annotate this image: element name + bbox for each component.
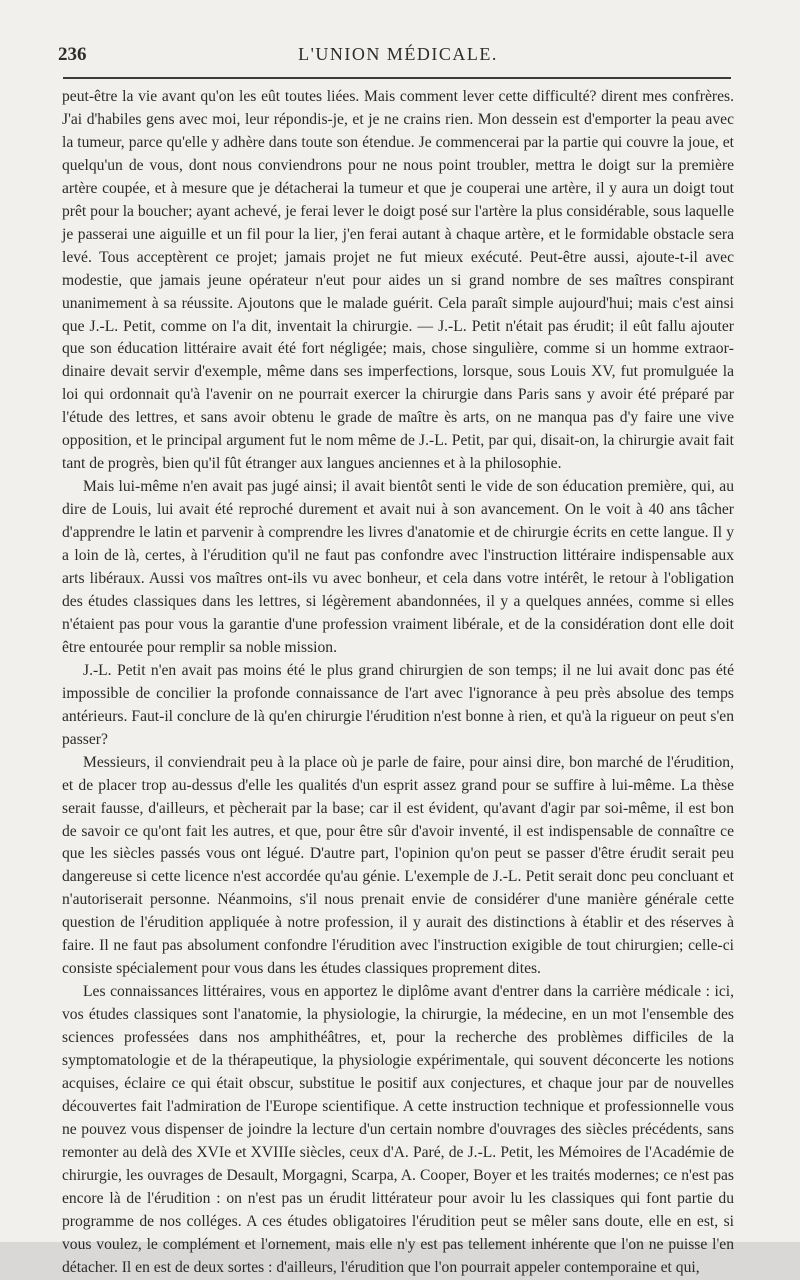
paragraph: J.-L. Petit n'en avait pas moins été le plus grand chirurgien de son temps; il ne lui avait donc pas été impossible de concilier la profonde connaissance de l'art avec l'ignorance à peu près absolue des temps antérieurs. Faut-il conclure de là qu'en chirurgie l'érudition n'est bonne à rien, et qu'à la rigueur on peut s'en passer? [62, 661, 734, 748]
paragraph: Messieurs, il conviendrait peu à la place où je parle de faire, pour ainsi dire, bon marché de l'érudition, et de placer trop au-dessus d'elle les qualités d'un esprit assez grand pour se suffire à lui-même. La thèse serait fausse, d'ailleurs, et pècherait par la base; car il est évident, qu'avant d'agir par soi-même, il est bon de savoir ce qu'ont fait les autres, et que, pour être sûr d'avoir inventé, il est indispensable de connaître ce que les siècles passés vous ont légué. D'autre part, l'opinion qu'on peut se passer d'être érudit serait peu dangereuse si cette licence n'est accordée qu'au génie. L'exemple de J.-L. Petit serait donc peu concluant et n'autoriserait personne. Néanmoins, s'il nous prenait envie de considérer d'une manière générale cette question de l'érudition appliquée à notre profession, il y aurait des distinctions à établir et des réserves à faire. Il ne faut pas absolument confondre l'érudition avec l'instruction exigible de tout chirurgien; celle-ci consiste spécialement pour vous dans les études classiques proprement dites. [62, 753, 734, 978]
body-text [62, 86, 734, 1280]
page-number: 236 [58, 44, 87, 65]
paragraph: Mais lui-même n'en avait pas jugé ainsi; il avait bientôt senti le vide de son éducation première, qui, au dire de Louis, lui avait été reproché durement et avait nui à son avancement. On le voit à 40 ans tâcher d'apprendre le latin et parvenir à comprendre les livres d'anatomie et de chirurgie écrits en cette langue. Il y a loin de là, certes, à l'érudition qu'il ne faut pas confondre avec l'instruction littéraire indispensable aux arts libéraux. Aussi vos maîtres ont-ils vu avec bonheur, et cela dans votre intérêt, le retour à l'obligation des études classiques dans les lettres, si légèrement abandonnées, il y a quelques années, comme si elles n'étaient pas pour vous la garantie d'une profession vraiment libérale, et de la considération dont elle doit être entourée pour remplir sa noble mission. [62, 478, 734, 656]
header-rule [63, 77, 731, 79]
paragraph: peut-être la vie avant qu'on les eût toutes liées. Mais comment lever cette difficulté? dirent mes confrères. J'ai d'habiles gens avec moi, leur répondis-je, et je ne crains rien. Mon dessein est d'emporter la peau avec la tumeur, parce qu'elle y adhère dans toute son étendue. Je commencerai par la partie qui couvre la joue, et quelqu'un de vous, dont nous conviendrons pour ne nous point troubler, mettra le doigt sur la première artère coupée, et à mesure que je détacherai la tumeur et que je couperai une artère, il y aura un doigt tout prêt pour la boucher; ayant achevé, je ferai lever le doigt posé sur l'artère la plus considérable, sous laquelle je passerai une aiguille et un fil pour la lier, j'en ferai autant à chaque artère, et le formidable obstacle sera levé. Tous acceptèrent ce projet; jamais projet ne fut mieux exécuté. Peut-être aussi, ajoute-t-il avec modestie, que jamais jeune opérateur n'eut pour aides un si grand nombre de ses maîtres conspirant unanimement à sa réussite. Ajoutons que le malade guérit. Cela paraît simple aujourd'hui; mais c'est ainsi que J.-L. Petit, comme on l'a dit, inventait la chirurgie. — J.-L. Petit n'était pas érudit; il eût fallu ajouter que son éducation littéraire avait été fort négligée; mais, chose singulière, comme si un homme extraordinaire devait servir d'exemple, même dans ses imperfections, lorsque, sous Louis XV, fut promulguée la loi qui ordonnait qu'à l'avenir on ne pourrait exercer la chirurgie dans Paris sans y avoir été préparé par l'étude des lettres, et sans avoir obtenu le grade de maître ès arts, on ne manqua pas d'y faire une vive opposition, et le principal argument fut le nom même de J.-L. Petit, par qui, disait-on, la chirurgie avait fait tant de progrès, bien qu'il fût étranger aux langues anciennes et à la philosophie. [62, 88, 734, 473]
page-header [58, 44, 738, 70]
running-title: L'UNION MÉDICALE. [298, 44, 498, 64]
paragraph: Les connaissances littéraires, vous en apportez le diplôme avant d'entrer dans la carrière médicale : ici, vos études classiques sont l'anatomie, la physiologie, la chirurgie, la médecine, en un mot l'ensemble des sciences professées dans nos amphithéâtres, et, pour la recherche des problèmes difficiles de la symptomatologie et de la thérapeutique, la physiologie expérimentale, qui souvent déconcerte les notions acquises, éclaire ce qui était obscur, substitue le positif aux conjectures, et chaque jour par de nouvelles découvertes fait l'admiration de l'Europe scientifique. A cette instruction technique et professionnelle vous ne pouvez vous dispenser de joindre la lecture d'un certain nombre d'ouvrages des siècles précédents, sans remonter au delà des XVIe et XVIIIe siècles, ceux d'A. Paré, de J.-L. Petit, les Mémoires de l'Académie de chirurgie, les ouvrages de Desault, Morgagni, Scarpa, A. Cooper, Boyer et les traités modernes; ce n'est pas encore là de l'érudition : on n'est pas un érudit littérateur pour avoir lu les classiques qui font partie du programme de nos colléges. A ces études obligatoires l'érudition peut se mêler sans doute, elle en est, si vous voulez, le complément et l'ornement, mais elle n'y est pas tellement inhérente que l'on ne puisse l'en détacher. Il en est de deux sortes : d'ailleurs, l'érudition que l'on pourrait appeler contemporaine et qui, [62, 983, 734, 1276]
